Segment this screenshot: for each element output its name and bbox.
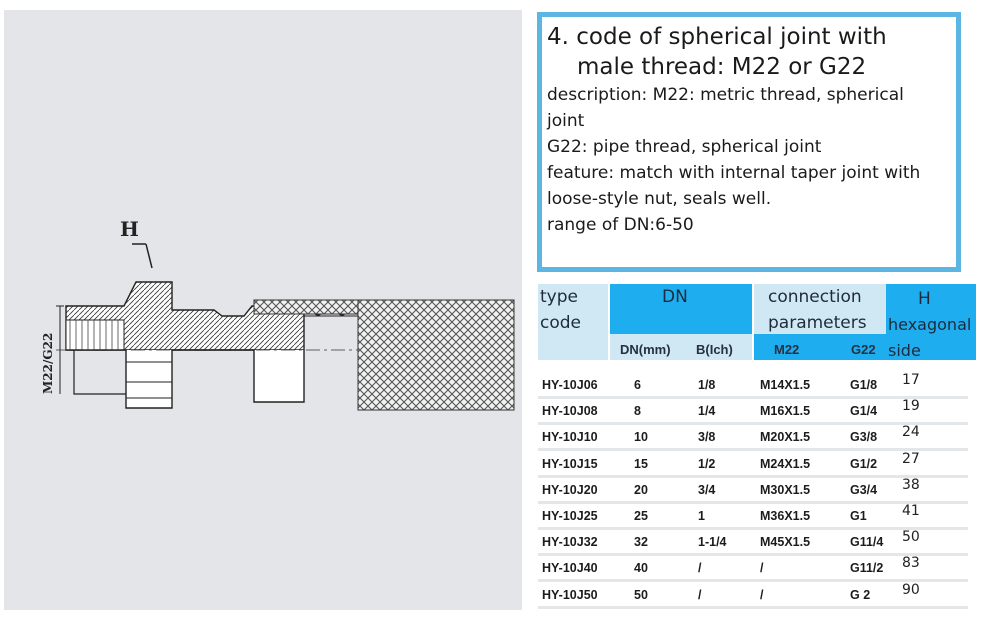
table-cell-g22: G11/2 — [850, 561, 884, 576]
table-cell-dn: 50 — [634, 587, 648, 602]
table-cell-m22: M30X1.5 — [760, 482, 811, 497]
description-line: loose-style nut, seals well. — [547, 189, 772, 209]
table-cell-m22: M24X1.5 — [760, 456, 811, 471]
table-cell-h: 24 — [902, 424, 920, 441]
table-cell-m22: M36X1.5 — [760, 509, 811, 523]
table-cell-h: 50 — [902, 529, 920, 546]
hexagonal-side-header — [888, 312, 978, 364]
dn-header — [662, 284, 688, 310]
spherical-joint-drawing — [4, 10, 522, 610]
g22-subheader: G22 — [851, 342, 876, 357]
table-cell-g22: G1 — [850, 509, 867, 523]
table-cell-code: HY-10J08 — [542, 404, 598, 419]
table-cell-dn: 25 — [634, 509, 648, 523]
table-cell-b: 3/4 — [698, 482, 716, 497]
dn-header-label: DN — [662, 287, 688, 307]
section-title-line2: male thread: M22 or G22 — [577, 54, 867, 80]
table-cell-h: 17 — [902, 372, 920, 388]
table-cell-code: HY-10J20 — [542, 482, 598, 497]
table-cell-b: / — [698, 587, 702, 602]
table-cell-m22: M14X1.5 — [760, 378, 811, 392]
table-cell-code: HY-10J15 — [542, 456, 598, 471]
description-box — [537, 12, 961, 272]
table-cell-m22: M45X1.5 — [760, 535, 811, 550]
table-cell-b: 1/2 — [698, 456, 716, 471]
table-cell-m22: M16X1.5 — [760, 404, 811, 419]
table-cell-g22: G 2 — [850, 587, 871, 602]
table-cell-code: HY-10J10 — [542, 430, 598, 445]
connection-header-label: connection parameters — [768, 287, 867, 333]
table-cell-code: HY-10J50 — [542, 587, 598, 602]
table-cell-h: 19 — [902, 398, 920, 415]
table-cell-h: 27 — [902, 450, 920, 467]
table-cell-g22: G3/8 — [850, 430, 878, 445]
m22-subheader: M22 — [774, 342, 800, 357]
hexagonal-side-label: hexagonal side — [888, 315, 972, 360]
dn-mm-subheader: DN(mm) — [620, 342, 671, 357]
table-cell-h: 90 — [902, 581, 920, 598]
thread-dimension-label: M22/G22 — [41, 332, 55, 394]
table-cell-dn: 10 — [634, 430, 648, 445]
table-cell-dn: 6 — [634, 378, 641, 392]
h-header — [918, 286, 931, 312]
h-dimension-label: H — [120, 217, 139, 241]
table-cell-dn: 32 — [634, 535, 648, 550]
table-cell-b: 1-1/4 — [698, 535, 727, 550]
table-cell-m22: / — [760, 587, 764, 602]
section-title-line1: 4. code of spherical joint with — [547, 24, 887, 50]
table-cell-b: 1/4 — [698, 404, 716, 419]
joint-drawing-panel — [4, 10, 522, 610]
table-cell-g22: G1/2 — [850, 456, 878, 471]
description-line: joint — [547, 111, 585, 131]
table-cell-g22: G3/4 — [850, 482, 878, 497]
table-cell-code: HY-10J06 — [542, 378, 598, 392]
b-inch-subheader: B(Ich) — [696, 342, 733, 357]
table-cell-h: 83 — [902, 555, 920, 572]
table-cell-b: 1 — [698, 509, 705, 523]
table-cell-b: 3/8 — [698, 430, 716, 445]
table-cell-g22: G11/4 — [850, 535, 884, 550]
table-cell-b: 1/8 — [698, 378, 716, 392]
table-cell-h: 41 — [902, 503, 920, 519]
type-code-header-label: type code — [540, 287, 581, 333]
table-cell-code: HY-10J40 — [542, 561, 598, 576]
table-cell-code: HY-10J25 — [542, 509, 598, 523]
type-code-header — [540, 284, 610, 336]
description-line: range of DN:6-50 — [547, 215, 694, 235]
table-cell-h: 38 — [902, 476, 920, 493]
connection-header — [768, 284, 883, 336]
description-line: G22: pipe thread, spherical joint — [547, 137, 822, 157]
table-cell-m22: M20X1.5 — [760, 430, 811, 445]
table-row-divider — [538, 606, 968, 609]
table-cell-code: HY-10J32 — [542, 535, 598, 550]
description-line: feature: match with internal taper joint with — [547, 163, 921, 183]
description-line: description: M22: metric thread, spherical — [547, 85, 904, 105]
table-cell-dn: 15 — [634, 456, 648, 471]
table-cell-g22: G1/8 — [850, 378, 878, 392]
table-cell-dn: 20 — [634, 482, 648, 497]
h-header-label: H — [918, 289, 931, 309]
table-cell-dn: 8 — [634, 404, 641, 419]
table-cell-g22: G1/4 — [850, 404, 878, 419]
table-cell-dn: 40 — [634, 561, 648, 576]
table-cell-m22: / — [760, 561, 764, 576]
table-cell-b: / — [698, 561, 702, 576]
